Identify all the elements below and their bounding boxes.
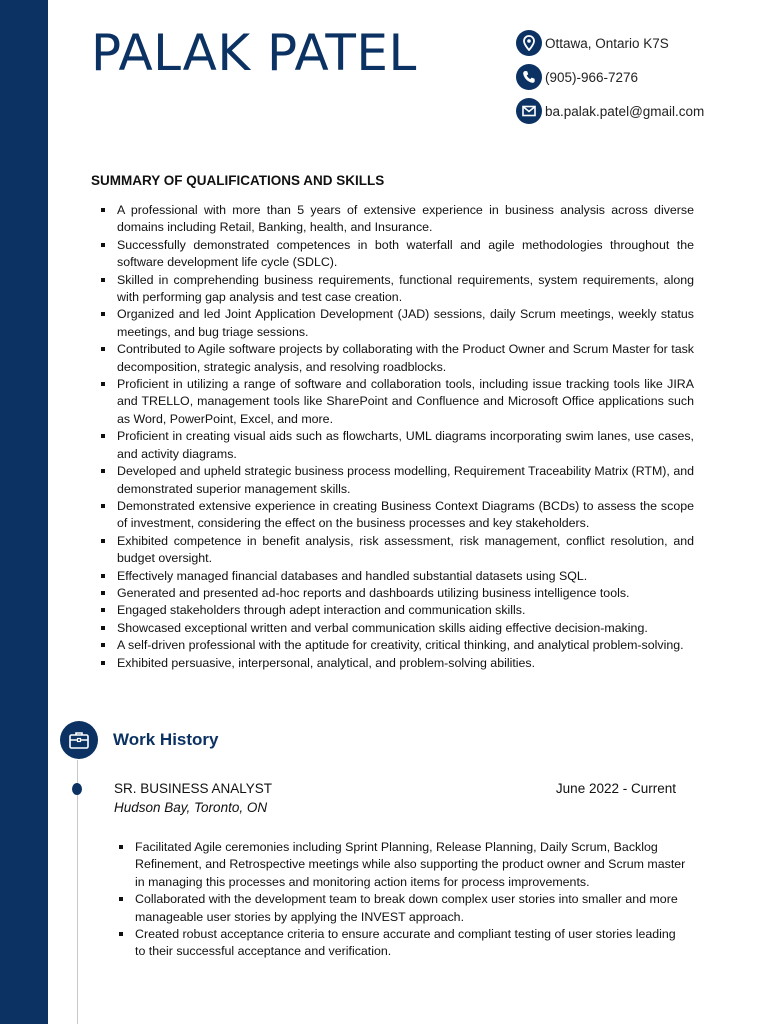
list-item: Contributed to Agile software projects by collaborating with the Product Owner and Scrum Master for task decomposition, strategic analysis, and resolving roadblocks. — [100, 341, 694, 376]
summary-heading: SUMMARY OF QUALIFICATIONS AND SKILLS — [91, 173, 385, 188]
contact-phone — [516, 60, 766, 94]
work-history-heading: Work History — [113, 730, 219, 749]
briefcase-icon — [60, 721, 98, 759]
list-item: Collaborated with the development team to break down complex user stories into smaller and more manageable user stories by applying the INVEST approach. — [118, 891, 686, 926]
contact-email — [516, 94, 766, 128]
list-item: Created robust acceptance criteria to ensure accurate and compliant testing of user stories leading to their successful acceptance and verification. — [118, 926, 686, 961]
list-item: A self-driven professional with the aptitude for creativity, critical thinking, and analytical problem-solving. — [100, 637, 694, 654]
list-item: A professional with more than 5 years of extensive experience in business analysis across diverse domains including Retail, Banking, health, and Insurance. — [100, 202, 694, 237]
list-item: Generated and presented ad-hoc reports and dashboards utilizing business intelligence tools. — [100, 585, 694, 602]
location-text: Ottawa, Ontario K7S — [545, 35, 669, 51]
timeline-line — [77, 760, 78, 1024]
list-item: Showcased exceptional written and verbal communication skills aiding effective decision-making. — [100, 620, 694, 637]
contact-location — [516, 26, 766, 60]
job-dates: June 2022 - Current — [555, 781, 676, 796]
list-item: Organized and led Joint Application Development (JAD) sessions, daily Scrum meetings, weekly status meetings, and bug triage sessions. — [100, 306, 694, 341]
list-item: Facilitated Agile ceremonies including Sprint Planning, Release Planning, Daily Scrum, Backlog Refinement, and Retrospective meetings while also supporting the product owner and Scrum master in managing this processes and monitoring action items for process improvements. — [118, 839, 686, 891]
job-title: SR. BUSINESS ANALYST — [114, 781, 273, 796]
list-item: Effectively managed financial databases and handled substantial datasets using SQL. — [100, 568, 694, 585]
list-item: Proficient in creating visual aids such as flowcharts, UML diagrams incorporating swim lanes, use cases, and activity diagrams. — [100, 428, 694, 463]
phone-icon — [516, 64, 542, 90]
list-item: Developed and upheld strategic business process modelling, Requirement Traceability Matrix (RTM), and demonstrated superior management skills. — [100, 463, 694, 498]
summary-list — [100, 202, 694, 672]
list-item: Proficient in utilizing a range of software and collaboration tools, including issue tracking tools like JIRA and TRELLO, management tools like SharePoint and Confluence and Microsoft Office applications such as Word, PowerPoint, Excel, and more. — [100, 376, 694, 428]
list-item: Engaged stakeholders through adept interaction and communication skills. — [100, 602, 694, 619]
email-icon — [516, 98, 542, 124]
list-item: Exhibited competence in benefit analysis, risk assessment, risk management, conflict resolution, and budget oversight. — [100, 533, 694, 568]
job-company: Hudson Bay, Toronto, ON — [114, 800, 268, 815]
location-pin-icon — [516, 30, 542, 56]
left-accent-bar — [0, 0, 48, 1024]
contact-block — [516, 26, 766, 128]
phone-text[interactable]: (905)-966-7276 — [545, 69, 639, 85]
candidate-name: PALAK PATEL — [91, 24, 417, 82]
email-text[interactable]: ba.palak.patel@gmail.com — [545, 103, 705, 119]
list-item: Exhibited persuasive, interpersonal, analytical, and problem-solving abilities. — [100, 655, 694, 672]
list-item: Skilled in comprehending business requirements, functional requirements, system requirements, along with performing gap analysis and test case creation. — [100, 272, 694, 307]
list-item: Demonstrated extensive experience in creating Business Context Diagrams (BCDs) to assess the scope of investment, considering the effect on the business processes and key stakeholders. — [100, 498, 694, 533]
list-item: Successfully demonstrated competences in both waterfall and agile methodologies throughout the software development life cycle (SDLC). — [100, 237, 694, 272]
job-duties-list — [118, 839, 686, 961]
timeline-dot — [72, 783, 82, 795]
